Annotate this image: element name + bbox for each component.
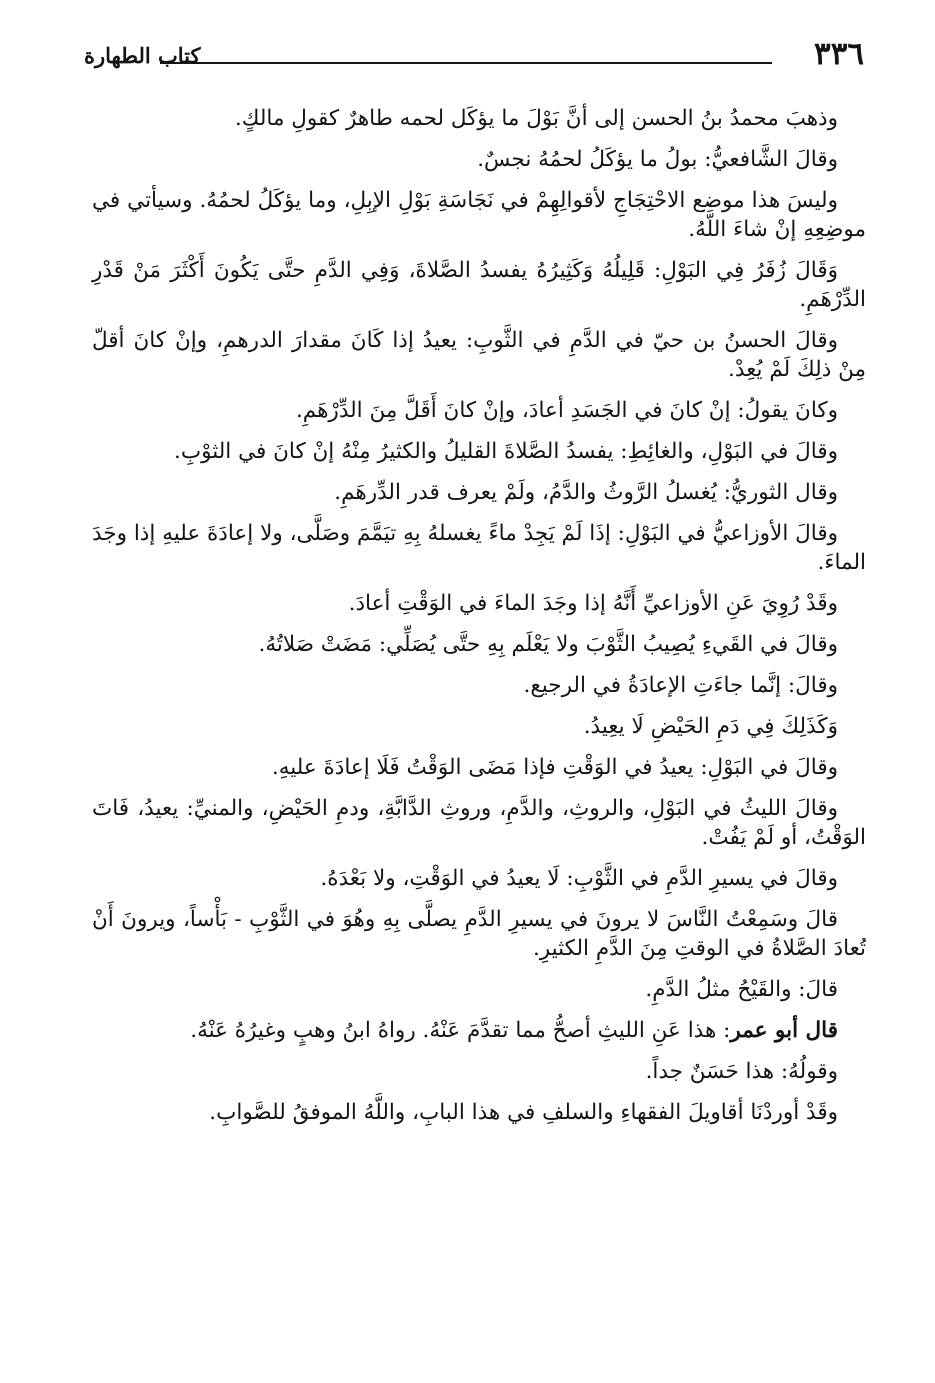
- paragraph-text: : هذا عَنِ الليثِ أصحُّ مما تقدَّمَ عَنْهُ. رواهُ ابنُ وهبٍ وغيرُهُ عَنْهُ.: [190, 1018, 731, 1043]
- paragraph: قالَ: والقَيْحُ مثلُ الدَّمِ.: [645, 977, 838, 1002]
- paragraph: وَقَالَ زُفَرُ فِي البَوْلِ: قَلِيلُهُ وَكَثِيرُهُ يفسدُ الصَّلاةَ، وَفِي الدَّمِ حتَّى يَكُونَ أَكْثَرَ مَنْ قَدْرِ الدِّرْهَمِ.: [92, 258, 866, 312]
- paragraph: وقَدْ أوردْنَا أقاويلَ الفقهاءِ والسلفِ في هذا البابِ، واللَّهُ الموفقُ للصَّوابِ.: [209, 1100, 838, 1125]
- paragraph: وذهبَ محمدُ بنُ الحسن إلى أنَّ بَوْلَ ما يؤكَل لحمه طاهرٌ كقولِ مالكٍ.: [234, 106, 838, 131]
- paragraph: وقالَ الأوزاعيُّ في البَوْلِ: إذَا لَمْ يَجِدْ ماءً يغسلهُ بِهِ تيَمَّمَ وصَلَّى، ولا إعادَةَ عليهِ إذا وجَدَ الماءَ.: [92, 521, 866, 575]
- paragraph: قالَ وسَمِعْتُ النَّاسَ لا يرونَ في يسيرِ الدَّمِ يصلَّى بِهِ وهُوَ في الثَّوْبِ - بَأْساً، ويرونَ أَنْ تُعادَ الصَّلاةُ في الوقتِ مِنَ الدَّمِ الكثيرِ.: [92, 907, 866, 961]
- paragraph: وقالَ الشَّافعيُّ: بولُ ما يؤكَلُ لحمُهُ نجسٌ.: [477, 147, 838, 172]
- running-header: [84, 30, 864, 74]
- paragraph: وقَدْ رُوِيَ عَنِ الأوزاعيِّ أَنَّهُ إذا وجَدَ الماءَ في الوَقْتِ أعادَ.: [348, 591, 838, 616]
- paragraph: وقالَ في يسيرِ الدَّمِ في الثَّوْبِ: لَا يعيدُ في الوَقْتِ، ولا بَعْدَهُ.: [320, 866, 838, 891]
- body-text: [92, 104, 866, 1139]
- paragraph: وقالَ في البَوْلِ، والغائِطِ: يفسدُ الصَّلاةَ القليلُ والكثيرُ مِنْهُ إنْ كانَ في الثوْبِ.: [174, 439, 838, 464]
- paragraph: وقالَ: إنَّما جاءَتِ الإعادَةُ في الرجيع.: [523, 673, 838, 698]
- book-title: كتاب الطهارة: [84, 43, 201, 68]
- paragraph: وقولُهُ: هذا حَسَنٌ جداً.: [645, 1059, 838, 1084]
- paragraph: وقالَ في القَيءِ يُصِيبُ الثَّوْبَ ولا يَعْلَم بِهِ حتَّى يُصَلِّي: مَضَتْ صَلاتُهُ.: [258, 632, 838, 657]
- paragraph: وَكَذَلِكَ فِي دَمِ الحَيْضِ لَا يعِيدُ.: [583, 714, 838, 739]
- header-rule: [160, 62, 772, 64]
- author-lead: قال أبو عمر: [730, 1018, 838, 1043]
- paragraph: وقالَ الحسنُ بن حيّ في الدَّمِ في الثَّوبِ: يعيدُ إذا كَانَ مقدارَ الدرهمِ، وإنْ كانَ أقلّ مِنْ ذلِكَ لَمْ يُعِدْ.: [92, 328, 866, 382]
- paragraph: وقال الثوريُّ: يُغسلُ الرَّوثُ والدَّمُ، ولَمْ يعرف قدر الدِّرهَمِ.: [334, 480, 838, 505]
- paragraph: وقالَ في البَوْلِ: يعيدُ في الوَقْتِ فإذا مَضَى الوَقْتُ فَلَا إعادَةَ عليهِ.: [271, 755, 838, 780]
- paragraph: [92, 1016, 866, 1045]
- paragraph: وكانَ يقولُ: إنْ كانَ في الجَسَدِ أعادَ، وإنْ كانَ أَقَلَّ مِنَ الدِّرْهَمِ.: [295, 398, 838, 423]
- page-number: ٣٣٦: [814, 36, 864, 72]
- paragraph: وقالَ الليثُ في البَوْلِ، والروثِ، والدَّمِ، وروثِ الدَّابَّةِ، ودمِ الحَيْضِ، والمنيِّ: يعيدُ، فَاتَ الوَقْتُ، أو لَمْ يَفُتْ.: [92, 796, 866, 850]
- paragraph: وليسَ هذا موضع الاحْتِجَاجِ لأقوالِهِمْ في نَجَاسَةِ بَوْلِ الإبِلِ، وما يؤكَلُ لحمُهُ. وسيأتي في موضِعِهِ إنْ شاءَ اللَّهُ.: [92, 188, 866, 242]
